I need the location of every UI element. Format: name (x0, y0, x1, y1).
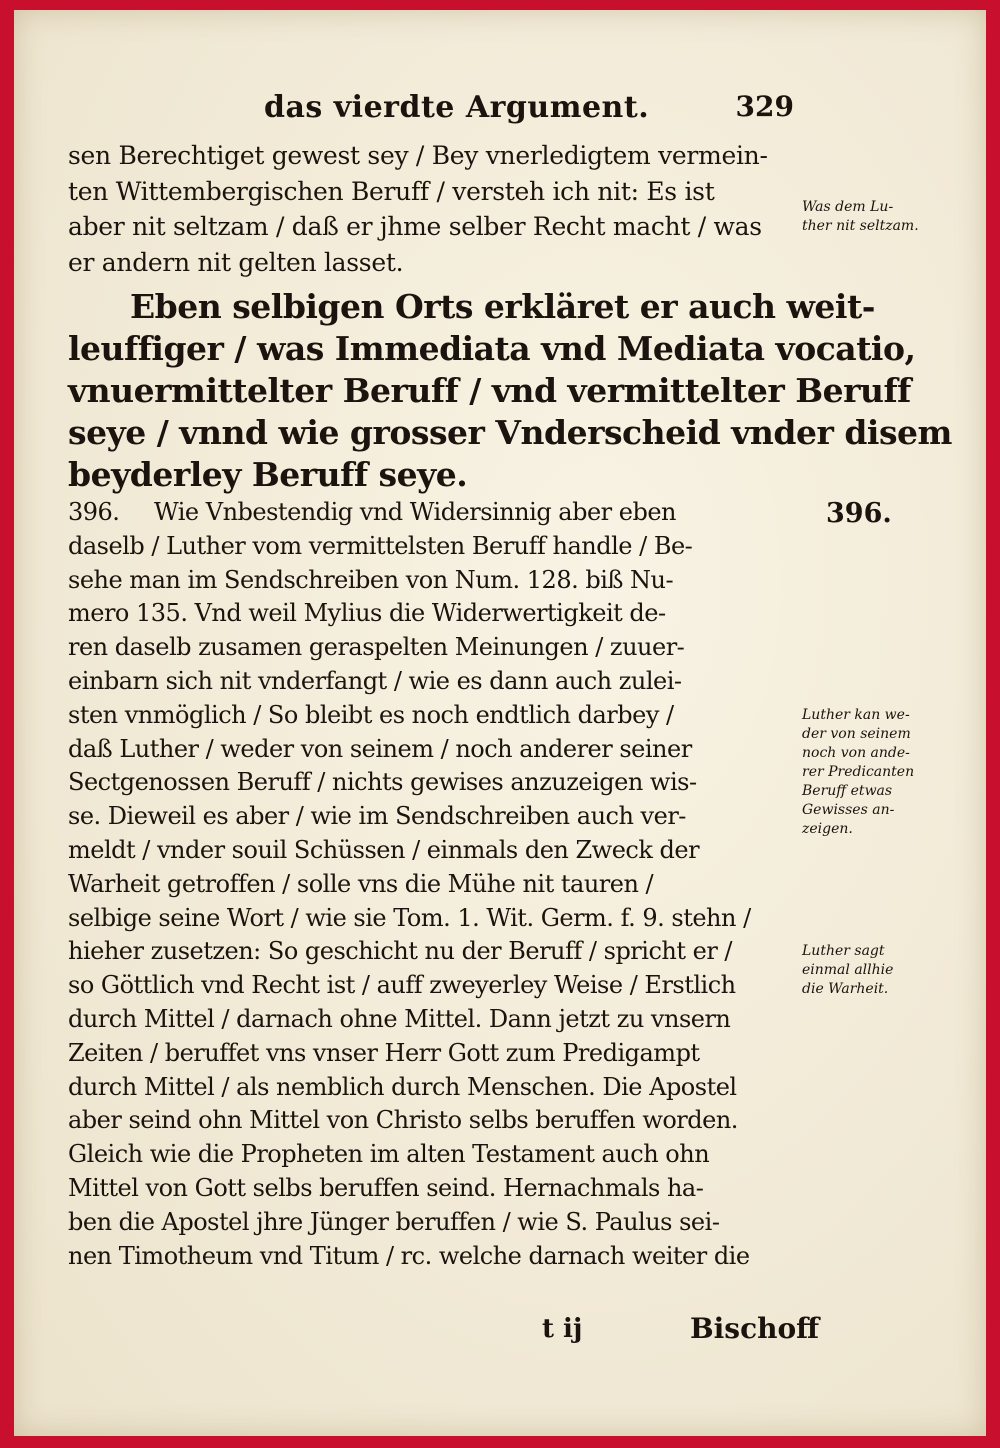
text-line: so Göttlich vnd Recht ist / auff zweyerley Weise / Erstlich (68, 971, 736, 1000)
paragraph-number: 396. (68, 498, 120, 526)
text-line-content: Wie Vnbestendig vnd Widersinnig aber eben (154, 498, 677, 526)
text-line: daß Luther / weder von seinem / noch anderer seiner (68, 734, 692, 763)
marginal-line: Beruff etwas (802, 783, 893, 799)
page-header (264, 90, 794, 134)
catchword: Bischoff (690, 1312, 820, 1345)
marginal-line: Luther kan we- (802, 707, 910, 723)
marginal-note-3 (802, 942, 952, 999)
book-page (14, 10, 986, 1436)
text-line: meldt / vnder souil Schüssen / einmals den Zweck der (68, 835, 700, 864)
quoted-paragraph (68, 286, 952, 496)
text-line: sehe man im Sendschreiben von Num. 128. biß Nu- (68, 565, 674, 594)
running-title: das vierdte Argument. (264, 90, 650, 125)
marginal-line: rer Predicanten (802, 764, 915, 780)
text-line: durch Mittel / darnach ohne Mittel. Dann jetzt zu vnsern (68, 1004, 731, 1033)
text-line: nen Timotheum vnd Titum / rc. welche darnach weiter die (68, 1241, 750, 1270)
text-line: seye / vnnd wie grosser Vnderscheid vnder disem (68, 413, 952, 452)
text-line: ten Wittembergischen Beruff / versteh ich nit: Es ist (68, 176, 715, 206)
marginal-line: Luther sagt (802, 943, 885, 959)
text-line: sten vnmöglich / So bleibt es noch endtlich darbey / (68, 700, 674, 729)
text-line: Mittel von Gott selbs beruffen seind. Hernachmals ha- (68, 1173, 704, 1202)
text-line: vnuermittelter Beruff / vnd vermittelter Beruff (68, 371, 911, 410)
text-line: leuffiger / was Immediata vnd Mediata vocatio, (68, 329, 916, 368)
text-line: Warheit getroffen / solle vns die Mühe nit tauren / (68, 869, 654, 898)
paragraph-396 (68, 496, 798, 1273)
text-line: ben die Apostel jhre Jünger beruffen / wie S. Paulus sei- (68, 1207, 720, 1236)
text-line: selbige seine Wort / wie sie Tom. 1. Wit. Germ. f. 9. stehn / (68, 903, 751, 932)
marginal-line: noch von ande- (802, 745, 910, 761)
text-line: beyderley Beruff seye. (68, 455, 468, 494)
marginal-line: Gewisses an- (802, 802, 895, 818)
text-line: se. Dieweil es aber / wie im Sendschreiben auch ver- (68, 802, 686, 831)
text-line: er andern nit gelten lasset. (68, 247, 404, 277)
paragraph-continuation (68, 138, 798, 280)
page-number: 329 (735, 90, 794, 123)
marginal-paragraph-number: 396. (826, 498, 892, 529)
marginal-line: Was dem Lu- (802, 199, 894, 215)
marginal-line: ther nit seltzam. (802, 218, 919, 234)
marginal-line: die Warheit. (802, 981, 889, 997)
text-line: hieher zusetzen: So geschicht nu der Beruff / spricht er / (68, 937, 733, 966)
text-line: Gleich wie die Propheten im alten Testament auch ohn (68, 1140, 710, 1169)
text-line: aber nit seltzam / daß er jhme selber Recht macht / was (68, 212, 762, 241)
text-line: sen Berechtiget gewest sey / Bey vnerledigtem vermein- (68, 141, 768, 170)
text-line: ren daselb zusamen geraspelten Meinungen / zuuer- (68, 633, 685, 662)
text-line: einbarn sich nit vnderfangt / wie es dann auch zulei- (68, 666, 682, 695)
text-line (68, 496, 798, 530)
marginal-line: der von seinem (802, 726, 911, 742)
marginal-line: zeigen. (802, 821, 853, 837)
text-line: durch Mittel / als nemblich durch Menschen. Die Apostel (68, 1072, 737, 1101)
marginal-note-1 (802, 198, 952, 236)
signature-mark: t ij (542, 1314, 583, 1344)
marginal-line: einmal allhie (802, 962, 894, 978)
marginal-note-2 (802, 706, 952, 839)
text-line: mero 135. Vnd weil Mylius die Widerwertigkeit de- (68, 599, 666, 628)
text-line: Eben selbigen Orts erkläret er auch weit- (130, 287, 875, 326)
text-line: daselb / Luther vom vermittelsten Beruff handle / Be- (68, 531, 693, 560)
text-line: Zeiten / beruffet vns vnser Herr Gott zum Predigampt (68, 1038, 700, 1067)
text-line: Sectgenossen Beruff / nichts gewises anzuzeigen wis- (68, 768, 697, 797)
text-line: aber seind ohn Mittel von Christo selbs beruffen worden. (68, 1106, 738, 1135)
